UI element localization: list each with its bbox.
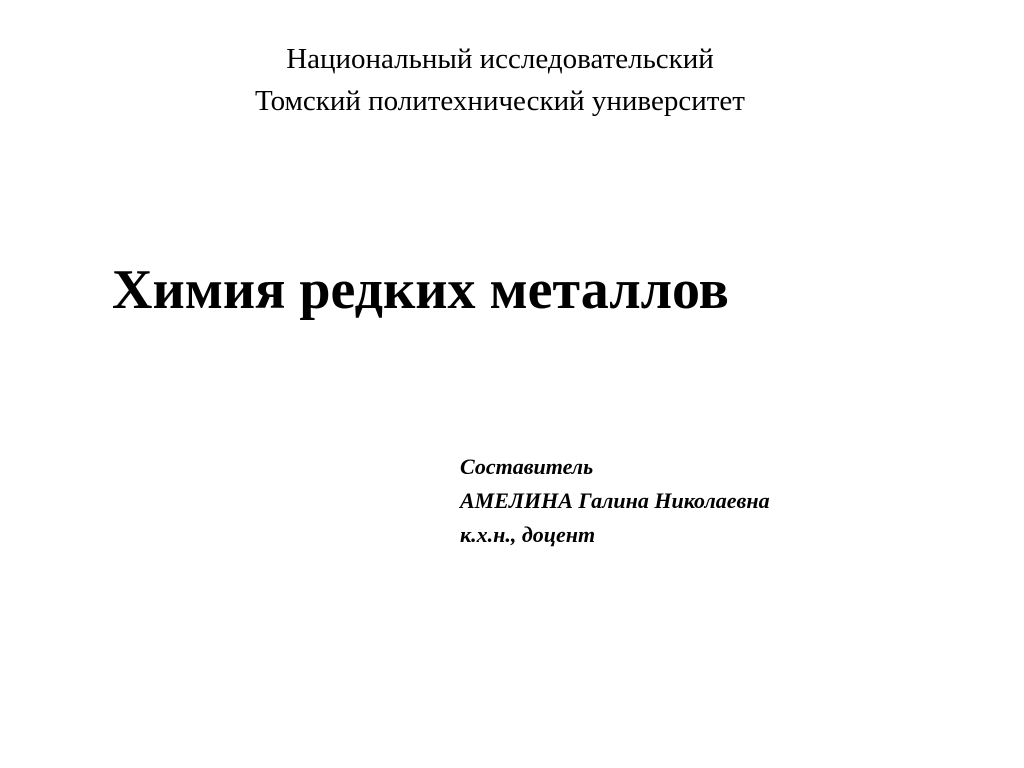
author-block bbox=[460, 450, 770, 552]
university-header bbox=[0, 38, 1000, 122]
university-line-2: Томский политехнический университет bbox=[255, 85, 745, 117]
author-role: Составитель bbox=[460, 454, 594, 479]
author-degree: к.х.н., доцент bbox=[460, 522, 596, 547]
slide-title: Химия редких металлов bbox=[112, 259, 729, 321]
author-name: АМЕЛИНА Галина Николаевна bbox=[460, 488, 770, 513]
university-line-1: Национальный исследовательский bbox=[286, 43, 714, 75]
